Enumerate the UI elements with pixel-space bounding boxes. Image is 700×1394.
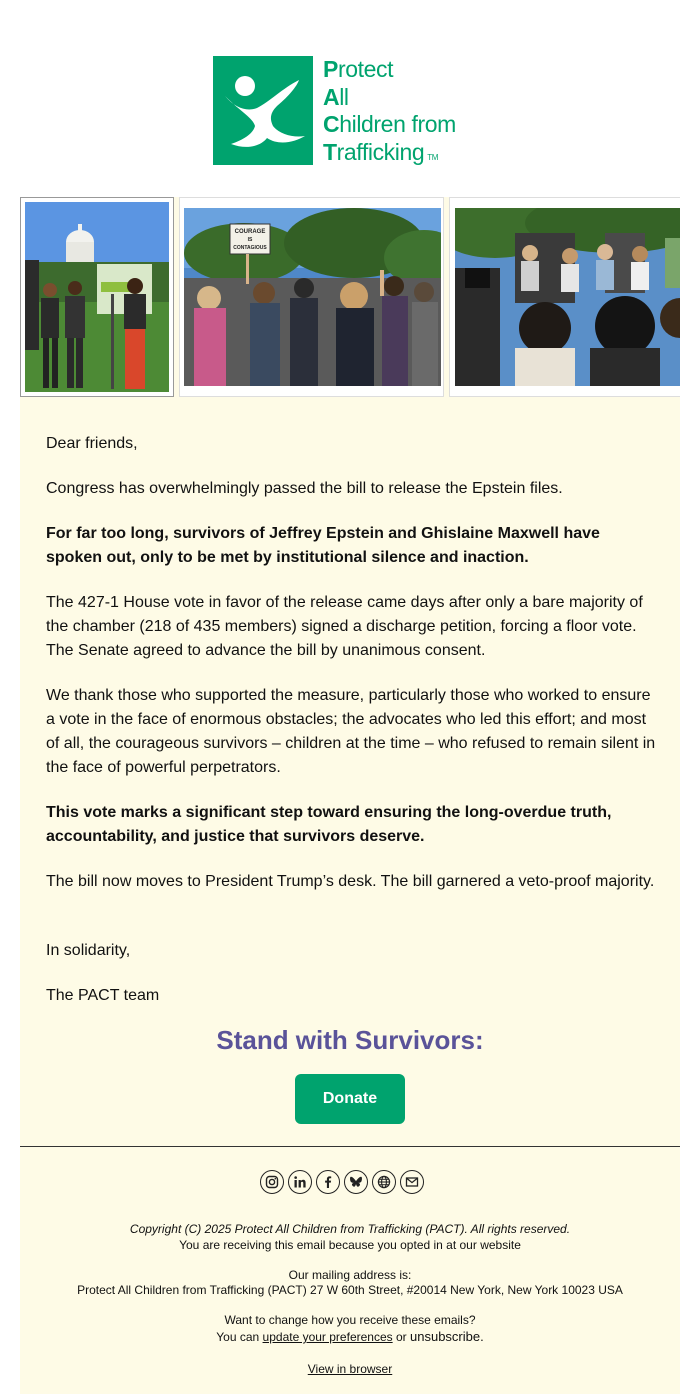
copyright-text: Copyright (C) 2025 Protect All Children from Trafficking (PACT). All rights reserved. [129,1222,571,1236]
facebook-icon[interactable] [316,1170,340,1194]
update-preferences-link[interactable]: update your preferences [262,1330,393,1344]
opt-in-reason: You are receiving this email because you opted in at our website [179,1238,521,1252]
greeting: Dear friends, [46,435,138,452]
closing: In solidarity, [46,942,131,959]
preferences-question: Want to change how you receive these emails? [224,1313,476,1327]
svg-text:CONTAGIOUS: CONTAGIOUS [233,245,267,251]
bluesky-icon[interactable] [344,1170,368,1194]
social-links [260,1170,440,1196]
signature: The PACT team [46,987,160,1004]
photo-rally-crowd [179,197,444,397]
email-icon[interactable] [400,1170,424,1194]
preferences-line [20,1329,680,1345]
linkedin-icon[interactable] [288,1170,312,1194]
trademark: TM [427,152,439,162]
mailing-address-label: Our mailing address is: [288,1268,412,1282]
or-text: or [395,1330,407,1344]
paragraph-5-bold: This vote marks a significant step toward ensuring the long-overdue truth, accountability, and justice that survivors deserve. [46,804,612,845]
pact-logo[interactable] [213,56,483,166]
paragraph-6: The bill now moves to President Trump’s desk. The bill garnered a veto-proof majority. [46,873,655,890]
photo-press-conference [449,197,680,397]
mailing-address: Protect All Children from Trafficking (PACT) 27 W 60th Street, #20014 New York, New York 10023 USA [77,1283,623,1297]
donate-button[interactable]: Donate [295,1074,405,1124]
letter-body [20,397,680,1147]
logo-mark [213,56,313,165]
logo-line: Children from [323,111,456,137]
logo-line: All [323,83,349,110]
website-icon[interactable] [372,1170,396,1194]
unsubscribe-link[interactable]: unsubscribe. [410,1329,484,1344]
view-in-browser-link[interactable]: View in browser [307,1362,393,1376]
jumping-child-icon [213,56,313,165]
photo-capitol-speakers [20,197,174,397]
view-in-browser-line [20,1362,680,1377]
logo-wordmark [323,56,456,171]
instagram-icon[interactable] [260,1170,284,1194]
logo-line: Protect [323,56,394,82]
svg-text:IS: IS [247,237,253,243]
you-can-text: You can [216,1330,260,1344]
paragraph-3: The 427-1 House vote in favor of the release came days after only a bare majority of the chamber (218 of 435 members) signed a discharge petition, forcing a floor vote. The Senate agreed to advance the bill by unanimous consent. [46,594,643,659]
paragraph-1: Congress has overwhelmingly passed the bill to release the Epstein files. [46,480,563,497]
svg-text:COURAGE: COURAGE [234,229,266,235]
paragraph-2-bold: For far too long, survivors of Jeffrey Epstein and Ghislaine Maxwell have spoken out, only to be met by institutional silence and inaction. [46,525,600,566]
logo-line: Trafficking TM [323,138,439,165]
cta-title: Stand with Survivors: [216,1025,484,1055]
paragraph-4: We thank those who supported the measure, particularly those who worked to ensure a vote in the face of enormous obstacles; the advocates who led this effort; and most of all, the courageous survivors – children at the time – who refused to remain silent in the face of powerful perpetrators. [46,687,656,776]
photo-strip [20,197,680,397]
footer [20,1146,680,1394]
